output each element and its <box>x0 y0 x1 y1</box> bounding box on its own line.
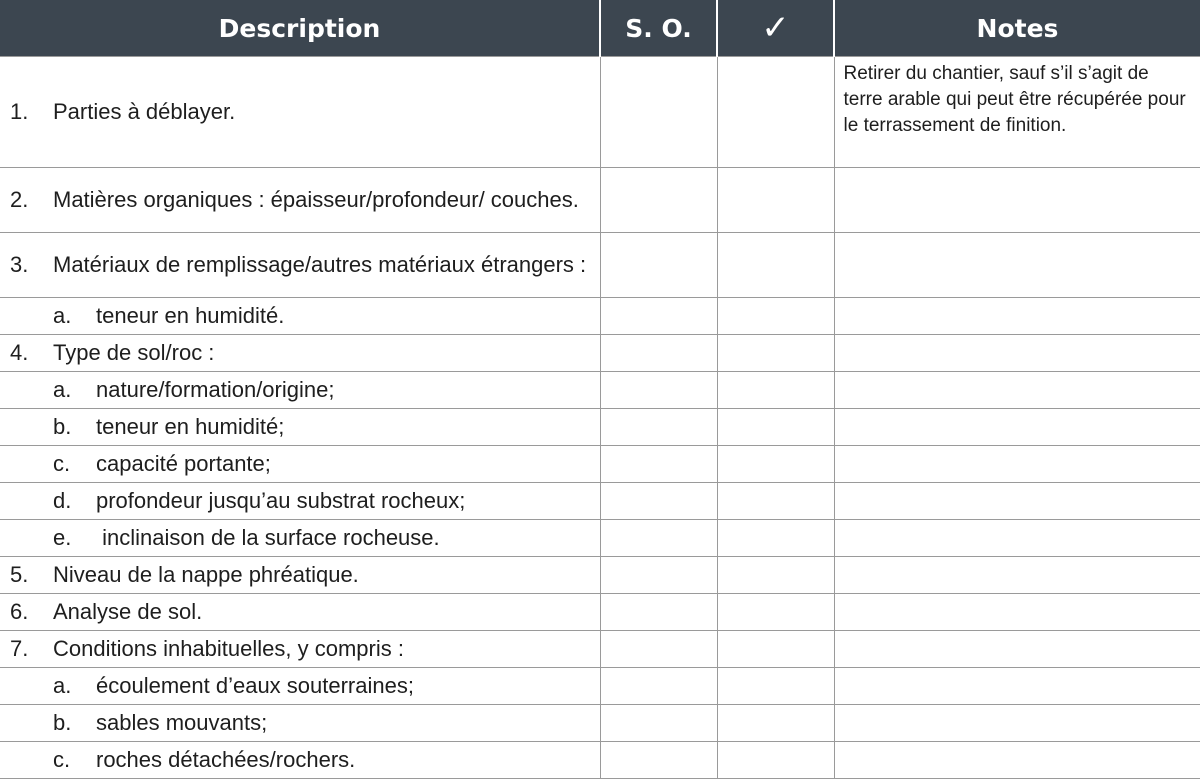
description-cell <box>0 57 600 168</box>
check-cell[interactable] <box>717 57 834 168</box>
table-row <box>0 557 1200 594</box>
description-cell <box>0 233 600 298</box>
checkmark-icon: ✓ <box>761 8 790 48</box>
description-cell <box>0 168 600 233</box>
so-cell[interactable] <box>600 483 717 520</box>
description-cell <box>0 409 600 446</box>
so-cell[interactable] <box>600 631 717 668</box>
item-text: Matières organiques : épaisseur/profondeur/ couches. <box>53 187 579 212</box>
notes-cell <box>834 168 1200 233</box>
item-number: 6. <box>10 599 29 624</box>
so-cell[interactable] <box>600 233 717 298</box>
item-letter: e. <box>53 525 72 550</box>
so-cell[interactable] <box>600 742 717 779</box>
item-text: Niveau de la nappe phréatique. <box>53 562 359 587</box>
item-text: roches détachées/rochers. <box>96 747 356 772</box>
item-text: Analyse de sol. <box>53 599 203 624</box>
item-number: 7. <box>10 636 29 661</box>
item-number: 5. <box>10 562 29 587</box>
table-row <box>0 335 1200 372</box>
so-cell[interactable] <box>600 168 717 233</box>
so-cell[interactable] <box>600 372 717 409</box>
item-letter: a. <box>53 673 72 698</box>
table-row <box>0 742 1200 779</box>
check-cell[interactable] <box>717 483 834 520</box>
table-row <box>0 372 1200 409</box>
description-cell <box>0 446 600 483</box>
check-cell[interactable] <box>717 372 834 409</box>
table-row <box>0 446 1200 483</box>
so-cell[interactable] <box>600 705 717 742</box>
check-cell[interactable] <box>717 594 834 631</box>
check-cell[interactable] <box>717 705 834 742</box>
item-letter: d. <box>53 488 72 513</box>
notes-cell <box>834 446 1200 483</box>
table-row <box>0 520 1200 557</box>
notes-cell <box>834 409 1200 446</box>
description-cell <box>0 594 600 631</box>
notes-cell <box>834 483 1200 520</box>
description-cell <box>0 742 600 779</box>
check-cell[interactable] <box>717 335 834 372</box>
description-cell <box>0 520 600 557</box>
item-number: 4. <box>10 340 29 365</box>
description-cell <box>0 557 600 594</box>
notes-cell <box>834 742 1200 779</box>
notes-cell <box>834 594 1200 631</box>
notes-cell <box>834 372 1200 409</box>
check-cell[interactable] <box>717 233 834 298</box>
header-description: Description <box>0 0 600 57</box>
so-cell[interactable] <box>600 57 717 168</box>
item-letter: b. <box>53 414 72 439</box>
check-cell[interactable] <box>717 298 834 335</box>
notes-cell <box>834 233 1200 298</box>
item-number: 3. <box>10 252 29 277</box>
item-text: sables mouvants; <box>96 710 268 735</box>
description-cell <box>0 298 600 335</box>
description-cell <box>0 483 600 520</box>
item-text: nature/formation/origine; <box>96 377 335 402</box>
so-cell[interactable] <box>600 298 717 335</box>
item-text: teneur en humidité. <box>96 303 285 328</box>
item-letter: c. <box>53 451 71 476</box>
item-text: Parties à déblayer. <box>53 99 236 124</box>
table-header <box>0 0 1200 57</box>
notes-cell <box>834 705 1200 742</box>
notes-cell <box>834 298 1200 335</box>
table-row <box>0 233 1200 298</box>
table-row <box>0 631 1200 668</box>
check-cell[interactable] <box>717 631 834 668</box>
so-cell[interactable] <box>600 409 717 446</box>
table-row <box>0 57 1200 168</box>
so-cell[interactable] <box>600 594 717 631</box>
description-cell <box>0 335 600 372</box>
item-number: 2. <box>10 187 29 212</box>
description-cell <box>0 668 600 705</box>
so-cell[interactable] <box>600 668 717 705</box>
check-cell[interactable] <box>717 168 834 233</box>
description-cell <box>0 372 600 409</box>
check-cell[interactable] <box>717 557 834 594</box>
notes-cell <box>834 335 1200 372</box>
check-cell[interactable] <box>717 520 834 557</box>
item-text: Matériaux de remplissage/autres matériaux étrangers : <box>53 252 587 277</box>
table-row <box>0 705 1200 742</box>
table-row <box>0 298 1200 335</box>
item-letter: b. <box>53 710 72 735</box>
check-cell[interactable] <box>717 409 834 446</box>
item-text: Type de sol/roc : <box>53 340 215 365</box>
table-row <box>0 594 1200 631</box>
item-text: teneur en humidité; <box>96 414 285 439</box>
notes-cell: Retirer du chantier, sauf s’il s’agit de terre arable qui peut être récupérée pour le terrassement de finition. <box>834 57 1200 168</box>
header-check <box>717 0 834 57</box>
notes-cell <box>834 557 1200 594</box>
notes-cell <box>834 520 1200 557</box>
check-cell[interactable] <box>717 446 834 483</box>
notes-cell <box>834 631 1200 668</box>
header-so: S. O. <box>600 0 717 57</box>
table-row <box>0 668 1200 705</box>
item-text: capacité portante; <box>96 451 271 476</box>
table-row <box>0 168 1200 233</box>
item-number: 1. <box>10 99 29 124</box>
so-cell[interactable] <box>600 520 717 557</box>
item-text: profondeur jusqu’au substrat rocheux; <box>96 488 466 513</box>
item-letter: a. <box>53 303 72 328</box>
so-cell[interactable] <box>600 446 717 483</box>
so-cell[interactable] <box>600 557 717 594</box>
description-cell <box>0 705 600 742</box>
item-text: écoulement d’eaux souterraines; <box>96 673 414 698</box>
header-notes: Notes <box>834 0 1200 57</box>
so-cell[interactable] <box>600 335 717 372</box>
description-cell <box>0 631 600 668</box>
table-row <box>0 409 1200 446</box>
notes-cell <box>834 668 1200 705</box>
check-cell[interactable] <box>717 742 834 779</box>
item-text: inclinaison de la surface rocheuse. <box>96 525 440 550</box>
item-text: Conditions inhabituelles, y compris : <box>53 636 404 661</box>
table-row <box>0 483 1200 520</box>
item-letter: c. <box>53 747 71 772</box>
item-letter: a. <box>53 377 72 402</box>
check-cell[interactable] <box>717 668 834 705</box>
